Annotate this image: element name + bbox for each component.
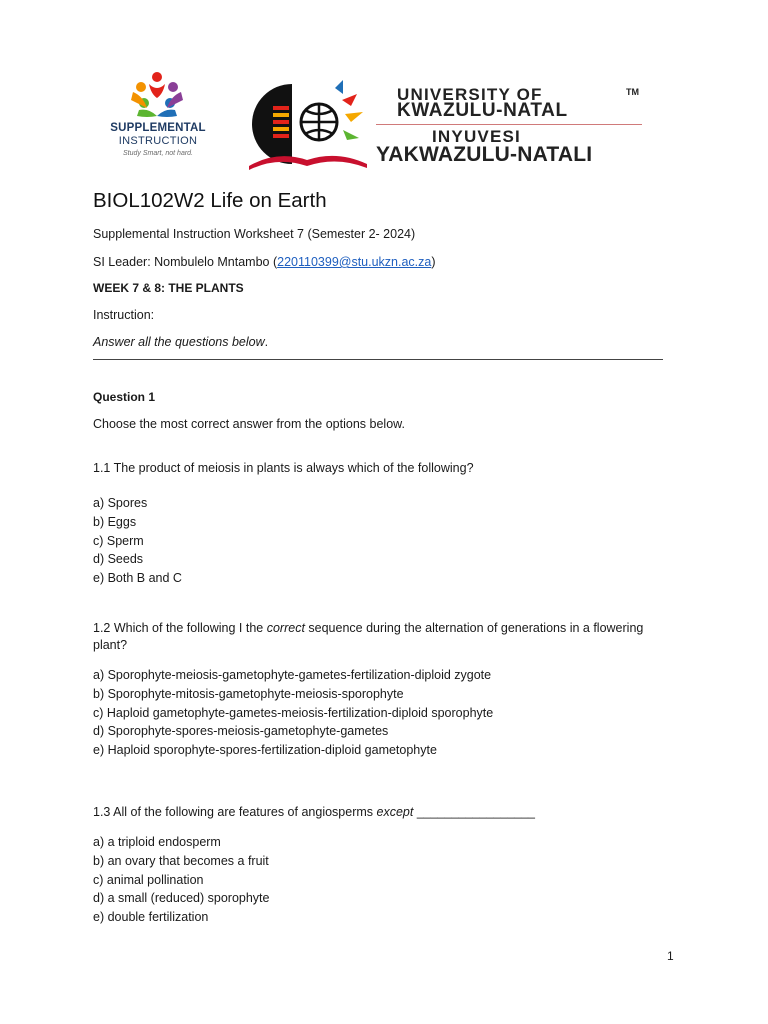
ukzn-line1: UNIVERSITY OF (397, 85, 543, 104)
question-1-3-text (93, 805, 535, 820)
instruction-label: Instruction: (93, 308, 155, 322)
question-1-3-emphasis: except (376, 805, 414, 819)
option-b: b) Eggs (93, 514, 137, 529)
week-heading: WEEK 7 & 8: THE PLANTS (93, 281, 244, 295)
instruction-text: Answer all the questions below. (93, 335, 269, 349)
question-1-2-text-line2: plant? (93, 638, 128, 652)
question-1-2-options (93, 666, 493, 760)
question-1-1-options (93, 494, 182, 588)
option-e: e) Haploid sporophyte-spores-fertilization-diploid gametophyte (93, 743, 437, 758)
ukzn-trademark: TM (626, 87, 639, 97)
question-1-2-emphasis: correct (266, 621, 305, 635)
si-logo-tagline: Study Smart, not hard. (122, 150, 194, 157)
option-d: d) a small (reduced) sporophyte (93, 891, 270, 906)
option-c: c) Haploid gametophyte-gametes-meiosis-fertilization-diploid sporophyte (93, 705, 494, 720)
option-a: a) Sporophyte-meiosis-gametophyte-gametes-fertilization-diploid zygote (93, 668, 492, 682)
si-people-icon (97, 70, 219, 122)
option-c: c) Sperm (93, 533, 144, 548)
option-b: b) an ovary that becomes a fruit (93, 853, 269, 868)
option-e: e) Both B and C (93, 571, 182, 586)
worksheet-subtitle: Supplemental Instruction Worksheet 7 (Semester 2- 2024) (93, 227, 416, 241)
question-1-2-post: sequence during the alternation of generations in a flowering (304, 621, 644, 635)
si-leader-prefix: SI Leader: Nombulelo Mntambo ( (93, 255, 278, 269)
question-1-heading: Question 1 (93, 390, 156, 404)
question-1-2-pre: 1.2 Which of the following I the (93, 621, 267, 635)
question-1-3-options (93, 833, 269, 927)
option-a: a) Spores (93, 496, 148, 510)
horizontal-divider (93, 359, 663, 360)
ukzn-line2: KWAZULU-NATAL (397, 100, 568, 121)
option-a: a) a triploid endosperm (93, 835, 221, 849)
si-leader-line (93, 255, 436, 270)
question-1-1-text: 1.1 The product of meiosis in plants is always which of the following? (93, 461, 474, 475)
si-leader-suffix: ) (431, 255, 436, 269)
si-logo-line2: INSTRUCTION (118, 135, 198, 147)
page-title: BIOL102W2 Life on Earth (93, 189, 327, 212)
option-c: c) animal pollination (93, 872, 204, 887)
question-1-2-text (93, 621, 643, 636)
si-logo-line1: SUPPLEMENTAL (110, 122, 206, 134)
question-1-3-blank: _________________ (413, 805, 535, 819)
ukzn-emblem-icon (247, 80, 372, 170)
option-d: d) Sporophyte-spores-meiosis-gametophyte-gametes (93, 724, 389, 739)
ukzn-line3: INYUVESI (432, 127, 521, 146)
si-logo (97, 70, 219, 162)
option-e: e) double fertilization (93, 910, 209, 925)
ukzn-line4: YAKWAZULU-NATALI (376, 143, 593, 166)
page-number: 1 (667, 949, 674, 963)
option-d: d) Seeds (93, 552, 144, 567)
question-1-intro: Choose the most correct answer from the options below. (93, 417, 405, 431)
option-b: b) Sporophyte-mitosis-gametophyte-meiosis-sporophyte (93, 686, 404, 701)
question-1-3-pre: 1.3 All of the following are features of angiosperms (93, 805, 377, 819)
si-leader-email-link[interactable]: 220110399@stu.ukzn.ac.za (277, 255, 432, 269)
ukzn-divider (376, 124, 642, 125)
instruction-text-italic: Answer all the questions below (93, 335, 265, 349)
